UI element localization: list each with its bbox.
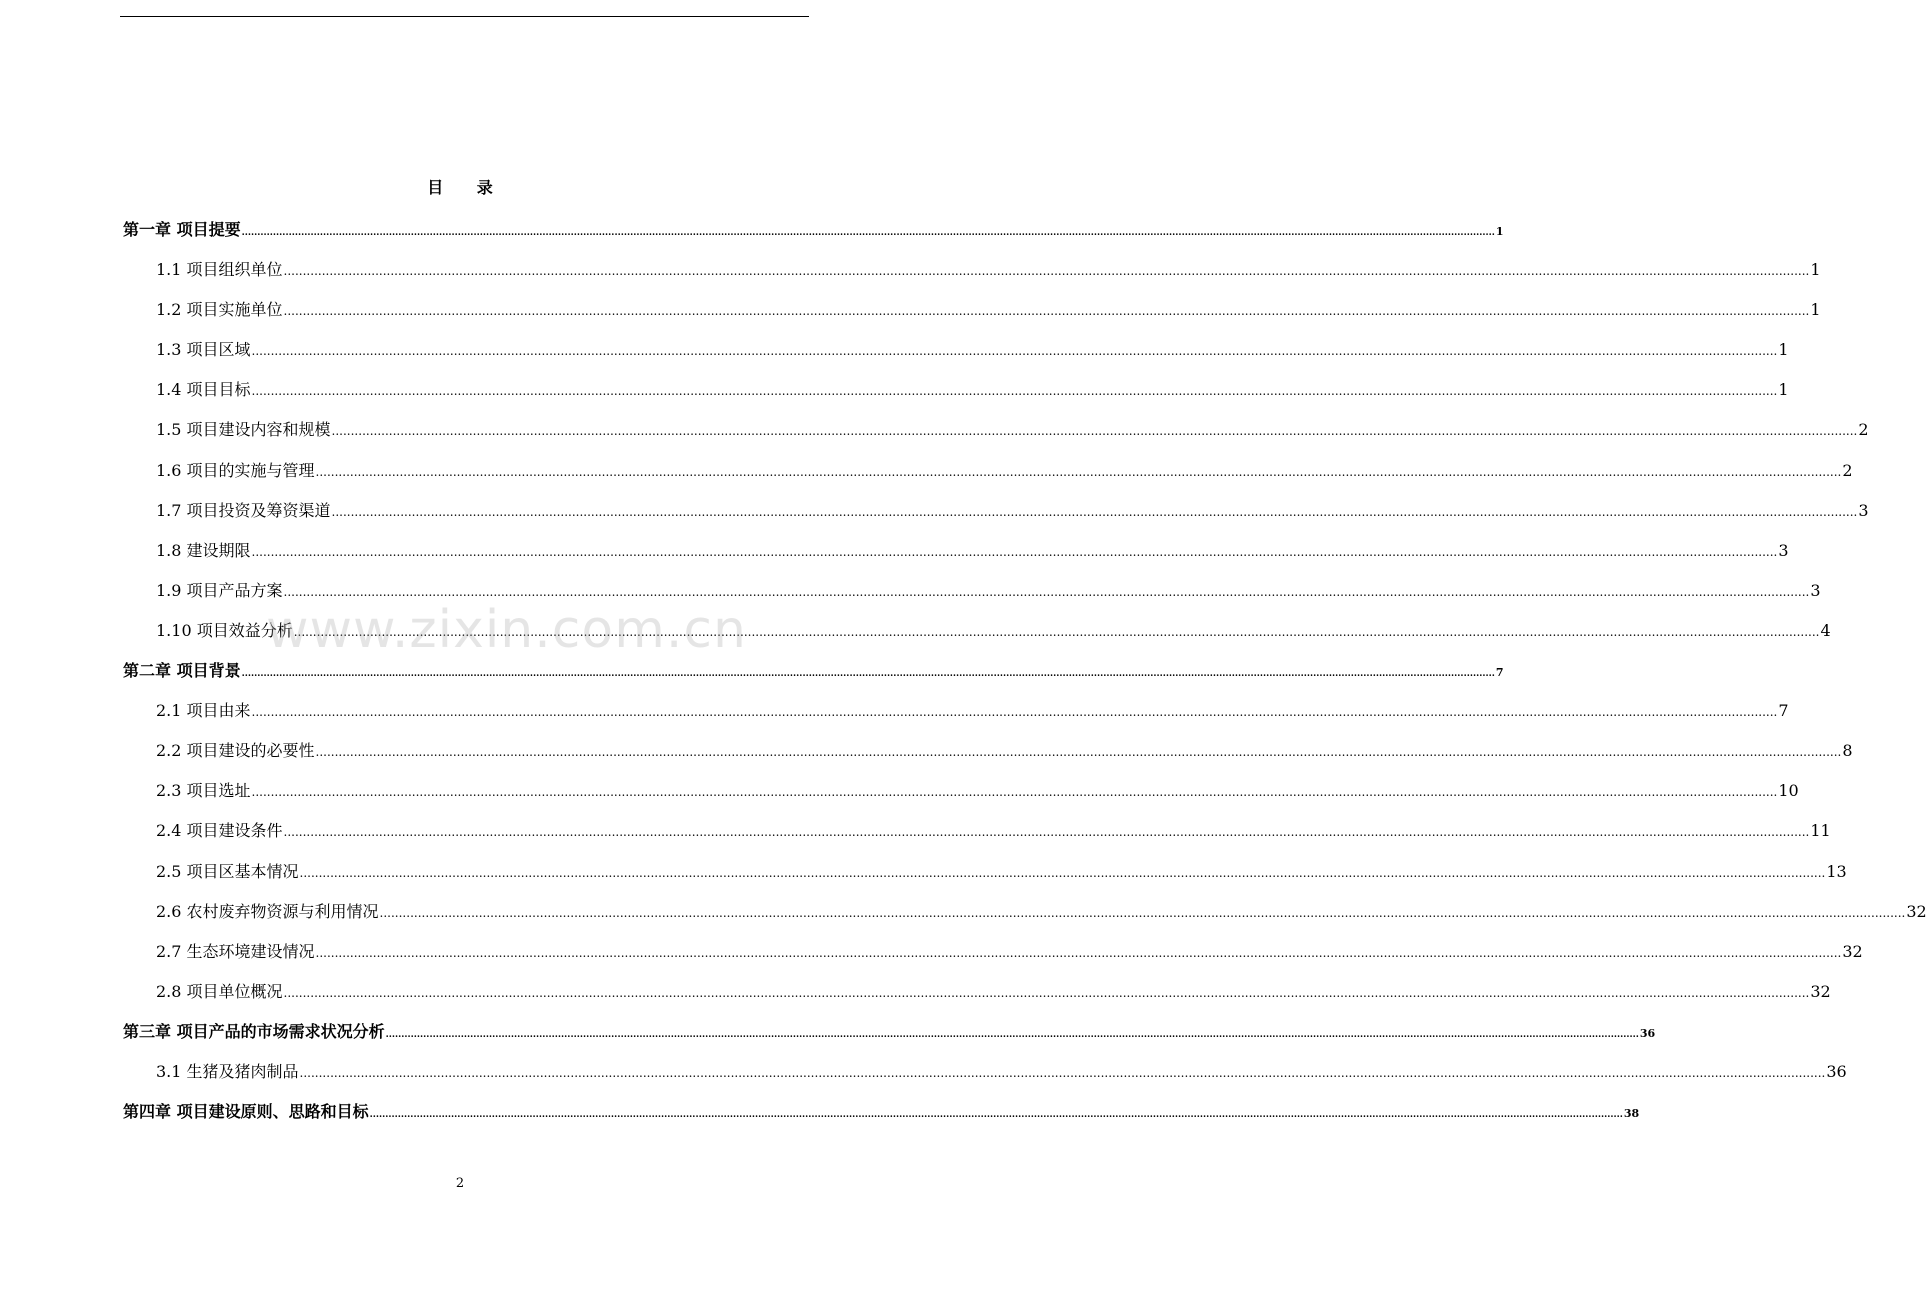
toc-entry-page: 38 bbox=[1623, 1107, 1640, 1121]
toc-dot-leader: ................................................................................................................................................................................................................................................................................................................................................................................................................ bbox=[251, 344, 1778, 359]
toc-chapter-entry[interactable] bbox=[123, 656, 1504, 696]
toc-section-entry[interactable] bbox=[123, 415, 1869, 455]
toc-entry-page: 10 bbox=[1778, 781, 1799, 801]
toc-entry-page: 1 bbox=[1778, 380, 1789, 400]
toc-section-entry[interactable] bbox=[123, 897, 1927, 937]
toc-dot-leader: ................................................................................................................................................................................................................................................................................................................................................................................................................ bbox=[283, 985, 1810, 1000]
toc-entry-page: 32 bbox=[1842, 941, 1863, 961]
toc-dot-leader: ................................................................................................................................................................................................................................................................................................................................................................................................................ bbox=[385, 1029, 1639, 1040]
toc-section-entry[interactable] bbox=[123, 496, 1869, 536]
toc-entry-label: 1.6 项目的实施与管理 bbox=[156, 460, 315, 480]
toc-entry-page: 2 bbox=[1858, 420, 1869, 440]
toc-dot-leader: ................................................................................................................................................................................................................................................................................................................................................................................................................ bbox=[331, 504, 1858, 519]
toc-entry-page: 1 bbox=[1810, 260, 1821, 280]
toc-entry-label: 2.3 项目选址 bbox=[156, 781, 251, 801]
toc-section-entry[interactable] bbox=[123, 616, 1831, 656]
toc-entry-label: 1.3 项目区域 bbox=[156, 340, 251, 360]
toc-section-entry[interactable] bbox=[123, 456, 1853, 496]
toc-entry-label: 1.8 建设期限 bbox=[156, 540, 251, 560]
header-rule bbox=[120, 16, 809, 17]
toc-section-entry[interactable] bbox=[123, 255, 1821, 295]
toc-entry-page: 13 bbox=[1826, 861, 1847, 881]
toc-entry-label: 第三章 项目产品的市场需求状况分析 bbox=[123, 1021, 385, 1041]
toc-dot-leader: ................................................................................................................................................................................................................................................................................................................................................................................................................ bbox=[315, 945, 1842, 960]
toc-entry-label: 3.1 生猪及猪肉制品 bbox=[156, 1061, 299, 1081]
toc-entry-label: 1.7 项目投资及筹资渠道 bbox=[156, 500, 331, 520]
toc-section-entry[interactable] bbox=[123, 977, 1831, 1017]
toc-entry-label: 第四章 项目建设原则、思路和目标 bbox=[123, 1102, 369, 1122]
toc-section-entry[interactable] bbox=[123, 536, 1789, 576]
toc-section-entry[interactable] bbox=[123, 696, 1789, 736]
toc-dot-leader: ................................................................................................................................................................................................................................................................................................................................................................................................................ bbox=[293, 624, 1820, 639]
toc-dot-leader: ................................................................................................................................................................................................................................................................................................................................................................................................................ bbox=[283, 584, 1810, 599]
toc-entry-label: 1.4 项目目标 bbox=[156, 380, 251, 400]
toc-entry-page: 1 bbox=[1778, 340, 1789, 360]
toc-dot-leader: ................................................................................................................................................................................................................................................................................................................................................................................................................ bbox=[251, 544, 1778, 559]
toc-dot-leader: ................................................................................................................................................................................................................................................................................................................................................................................................................ bbox=[299, 1065, 1826, 1080]
toc-entry-label: 2.4 项目建设条件 bbox=[156, 821, 283, 841]
toc-dot-leader: ................................................................................................................................................................................................................................................................................................................................................................................................................ bbox=[241, 228, 1495, 238]
toc-dot-leader: ................................................................................................................................................................................................................................................................................................................................................................................................................ bbox=[379, 905, 1906, 920]
toc-entry-page: 8 bbox=[1842, 741, 1853, 761]
toc-dot-leader: ................................................................................................................................................................................................................................................................................................................................................................................................................ bbox=[331, 424, 1858, 439]
toc-entry-label: 2.5 项目区基本情况 bbox=[156, 861, 299, 881]
toc-section-entry[interactable] bbox=[123, 816, 1831, 856]
toc-dot-leader: ................................................................................................................................................................................................................................................................................................................................................................................................................ bbox=[241, 669, 1495, 680]
toc-dot-leader: ................................................................................................................................................................................................................................................................................................................................................................................................................ bbox=[315, 745, 1842, 760]
toc-dot-leader: ................................................................................................................................................................................................................................................................................................................................................................................................................ bbox=[251, 785, 1778, 800]
toc-section-entry[interactable] bbox=[123, 295, 1821, 335]
toc-entry-label: 第一章 项目提要 bbox=[123, 220, 241, 239]
toc-entry-label: 第二章 项目背景 bbox=[123, 661, 241, 681]
toc-section-entry[interactable] bbox=[123, 1057, 1847, 1097]
page-number: 2 bbox=[455, 1176, 465, 1191]
toc-entry-label: 1.10 项目效益分析 bbox=[156, 620, 293, 640]
toc-entry-page: 3 bbox=[1858, 500, 1869, 520]
toc-section-entry[interactable] bbox=[123, 375, 1789, 415]
toc-entry-page: 32 bbox=[1906, 901, 1927, 921]
toc-entry-page: 36 bbox=[1826, 1061, 1847, 1081]
toc-dot-leader: ................................................................................................................................................................................................................................................................................................................................................................................................................ bbox=[251, 705, 1778, 720]
toc-title: 目 录 bbox=[427, 178, 507, 197]
toc-dot-leader: ................................................................................................................................................................................................................................................................................................................................................................................................................ bbox=[315, 464, 1842, 479]
toc-entry-page: 7 bbox=[1495, 666, 1504, 680]
toc-entry-page: 3 bbox=[1778, 540, 1789, 560]
toc-list bbox=[123, 215, 1927, 1137]
toc-entry-page: 7 bbox=[1778, 701, 1789, 721]
toc-entry-label: 2.6 农村废弃物资源与利用情况 bbox=[156, 901, 379, 921]
toc-section-entry[interactable] bbox=[123, 776, 1799, 816]
toc-entry-page: 1 bbox=[1810, 300, 1821, 320]
toc-entry-label: 2.7 生态环境建设情况 bbox=[156, 941, 315, 961]
toc-entry-page: 11 bbox=[1810, 821, 1831, 841]
toc-entry-page: 32 bbox=[1810, 981, 1831, 1001]
toc-section-entry[interactable] bbox=[123, 736, 1853, 776]
toc-section-entry[interactable] bbox=[123, 857, 1847, 897]
toc-entry-label: 2.8 项目单位概况 bbox=[156, 981, 283, 1001]
toc-entry-label: 1.2 项目实施单位 bbox=[156, 300, 283, 320]
toc-chapter-entry[interactable] bbox=[123, 215, 1504, 255]
toc-dot-leader: ................................................................................................................................................................................................................................................................................................................................................................................................................ bbox=[283, 264, 1810, 279]
toc-entry-page: 4 bbox=[1820, 620, 1831, 640]
toc-entry-label: 1.9 项目产品方案 bbox=[156, 580, 283, 600]
toc-dot-leader: ................................................................................................................................................................................................................................................................................................................................................................................................................ bbox=[283, 304, 1810, 319]
toc-entry-label: 2.1 项目由来 bbox=[156, 701, 251, 721]
toc-entry-page: 2 bbox=[1842, 460, 1853, 480]
toc-dot-leader: ................................................................................................................................................................................................................................................................................................................................................................................................................ bbox=[299, 865, 1826, 880]
toc-dot-leader: ................................................................................................................................................................................................................................................................................................................................................................................................................ bbox=[369, 1110, 1623, 1121]
toc-entry-page: 1 bbox=[1495, 225, 1504, 238]
toc-dot-leader: ................................................................................................................................................................................................................................................................................................................................................................................................................ bbox=[251, 384, 1778, 399]
toc-chapter-entry[interactable] bbox=[123, 1017, 1656, 1057]
toc-section-entry[interactable] bbox=[123, 576, 1821, 616]
toc-dot-leader: ................................................................................................................................................................................................................................................................................................................................................................................................................ bbox=[283, 825, 1810, 840]
watermark: www.zixin.com.cn bbox=[266, 600, 747, 660]
toc-entry-page: 3 bbox=[1810, 580, 1821, 600]
toc-section-entry[interactable] bbox=[123, 335, 1789, 375]
toc-section-entry[interactable] bbox=[123, 937, 1863, 977]
toc-entry-page: 36 bbox=[1639, 1026, 1656, 1040]
toc-chapter-entry[interactable] bbox=[123, 1097, 1640, 1137]
toc-entry-label: 1.1 项目组织单位 bbox=[156, 260, 283, 280]
toc-entry-label: 1.5 项目建设内容和规模 bbox=[156, 420, 331, 440]
toc-entry-label: 2.2 项目建设的必要性 bbox=[156, 741, 315, 761]
